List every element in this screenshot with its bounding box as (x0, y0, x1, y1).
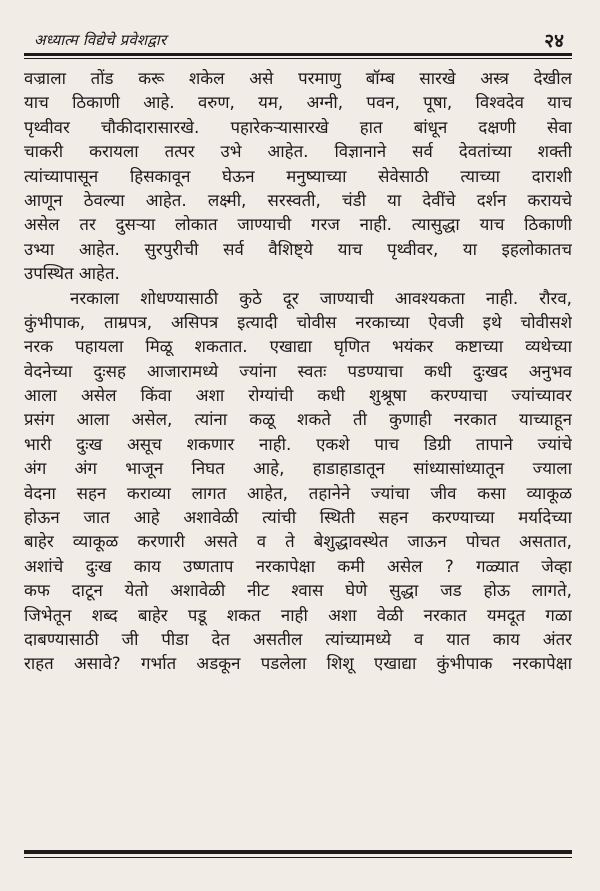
header-rule (24, 53, 572, 56)
text-line: बाहेर व्याकूळ करणारी असते व ते बेशुद्धावस्थेत जाऊन पोचत असतात, (24, 531, 572, 552)
text-line: कुंभीपाक, ताम्रपत्र, असिपत्र इत्यादी चोवीस नरकाच्या ऐवजी इथे चोवीसशे (24, 311, 572, 332)
text-line: आणून ठेवल्या आहेत. लक्ष्मी, सरस्वती, चंडी या देवींचे दर्शन करायचे (24, 189, 572, 210)
footer-rule (24, 850, 572, 854)
text-line: कफ दाटून येतो अशावेळी नीट श्वास घेणे सुद्धा जड होऊ लागते, (24, 580, 572, 601)
text-line: चाकरी करायला तत्पर उभे आहेत. विज्ञानाने सर्व देवतांच्या शक्ती (24, 141, 572, 162)
text-line: उपस्थित आहेत. (24, 263, 120, 284)
running-title: अध्यात्म विद्येचे प्रवेशद्वार (34, 31, 167, 49)
page-header (24, 26, 572, 56)
paragraph-1 (24, 66, 572, 286)
text-line: नरक पहायला मिळू शकतात. एखाद्या घृणित भयंकर कष्टाच्या व्यथेच्या (24, 336, 572, 357)
text-line: नरकाला शोधण्यासाठी कुठे दूर जाण्याची आवश्यकता नाही. रौरव, (70, 287, 572, 308)
text-line: जिभेतून शब्द बाहेर पडू शकत नाही अशा वेळी नरकात यमदूत गळा (24, 604, 572, 625)
text-line: दाबण्यासाठी जी पीडा देत असतील त्यांच्यामध्ये व यात काय अंतर (24, 628, 572, 649)
text-line: उभ्या आहेत. सुरपुरीची सर्व वैशिष्ट्ये याच पृथ्वीवर, या इहलोकातच (24, 238, 572, 259)
text-line: अशांचे दुःख काय उष्णताप नरकापेक्षा कमी असेल ? गळ्यात जेव्हा (24, 555, 572, 576)
paragraph-2 (24, 286, 572, 676)
text-line: वेदनेच्या दुःसह आजारामध्ये ज्यांना स्वतः पडण्याचा कधी दुःखद अनुभव (24, 360, 572, 381)
text-line: पृथ्वीवर चौकीदारासारखे. पहारेकऱ्यासारखे हात बांधून दक्षणी सेवा (24, 116, 572, 137)
text-line: राहत असावे? गर्भात अडकून पडलेला शिशू एखाद्या कुंभीपाक नरकापेक्षा (24, 653, 572, 674)
text-line: याच ठिकाणी आहे. वरुण, यम, अग्नी, पवन, पूषा, विश्वदेव याच (24, 92, 572, 113)
text-line: वज्राला तोंड करू शकेल असे परमाणु बॉम्ब सारखे अस्त्र देखील (24, 68, 572, 88)
text-line: होऊन जात आहे अशावेळी त्यांची स्थिती सहन करण्याच्या मर्यादेच्या (24, 507, 572, 528)
text-line: वेदना सहन कराव्या लागत आहेत, तहानेने ज्यांचा जीव कसा व्याकूळ (24, 482, 572, 503)
text-line: आला असेल किंवा अशा रोग्यांची कधी शुश्रूषा करण्याचा ज्यांच्यावर (24, 385, 572, 406)
text-line: भारी दुःख असूच शकणार नाही. एकशे पाच डिग्री तापाने ज्यांचे (24, 433, 572, 454)
header-rule-thin (24, 58, 572, 59)
body-text (24, 66, 572, 676)
text-line: त्यांच्यापासून हिसकावून घेऊन मनुष्याच्या सेवेसाठी त्याच्या दाराशी (24, 165, 572, 186)
footer-rule-thin (24, 857, 572, 858)
text-line: अंग अंग भाजून निघत आहे, हाडाहाडातून सांध्यासांध्यातून ज्याला (24, 458, 572, 479)
text-line: प्रसंग आला असेल, त्यांना कळू शकते ती कुणाही नरकात याच्याहून (24, 409, 572, 430)
text-line: असेल तर दुसऱ्या लोकात जाण्याची गरज नाही. त्यासुद्धा याच ठिकाणी (24, 214, 572, 235)
page-number: २४ (544, 30, 564, 52)
